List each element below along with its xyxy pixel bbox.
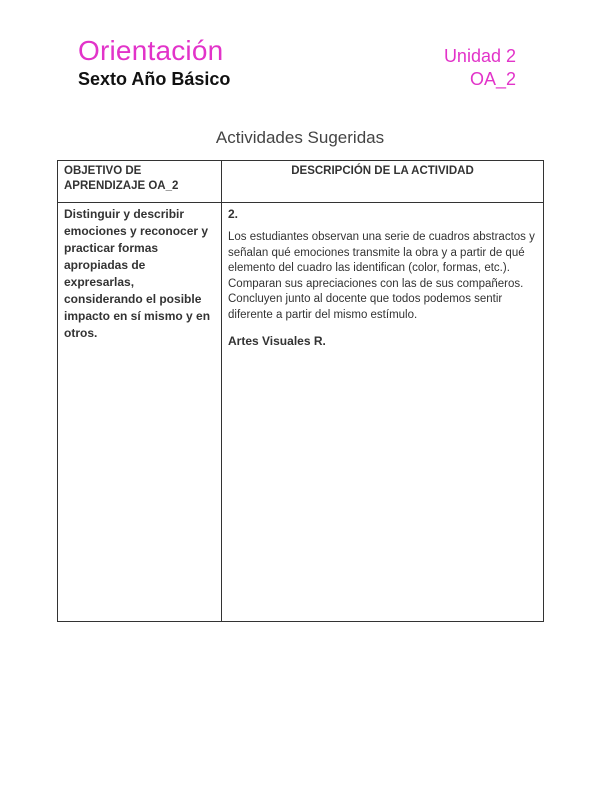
unit-label: Unidad 2 <box>443 46 516 66</box>
activity-table <box>57 160 544 622</box>
subject-title: Orientación <box>78 35 224 66</box>
description-column-header: DESCRIPCIÓN DE LA ACTIVIDAD <box>222 161 544 203</box>
activity-description: Los estudiantes observan una serie de cuadros abstractos y señalan qué emociones transmite la obra y a partir de qué elemento del cuadro las identifican (color, formas, etc.). Comparan sus apreciaciones con las de sus compañeros. Concluyen junto al docente que todos podemos sentir diferente a partir del mismo estímulo. <box>228 231 535 321</box>
objective-column-header: OBJETIVO DE APRENDIZAJE OA_2 <box>58 161 222 203</box>
activity-subject: Artes Visuales R. <box>228 334 326 348</box>
table-row <box>58 203 544 622</box>
section-title: Actividades Sugeridas <box>215 128 385 147</box>
activity-number: 2. <box>228 207 239 221</box>
table-header-row <box>58 161 544 203</box>
description-cell <box>222 203 544 622</box>
oa-label: OA_2 <box>469 69 516 89</box>
grade-subtitle: Sexto Año Básico <box>78 69 231 89</box>
objective-cell: Distinguir y describir emociones y reconocer y practicar formas apropiadas de expresarlas, considerando el posible impacto en sí mismo y en otros. <box>58 203 222 622</box>
